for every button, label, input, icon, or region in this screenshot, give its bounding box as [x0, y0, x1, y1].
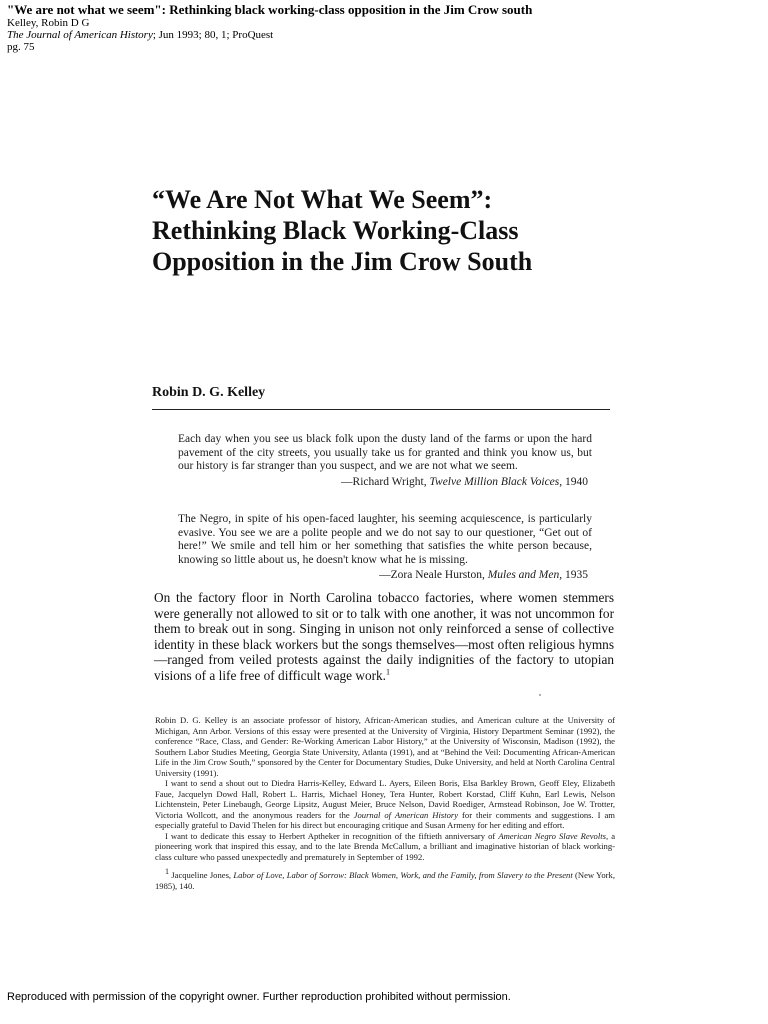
- epigraph-work-title: Twelve Million Black Voices,: [429, 475, 563, 488]
- article-author: Robin D. G. Kelley: [152, 385, 266, 400]
- acknowledgments-journal: Journal of American History: [353, 809, 459, 820]
- footnote-1-author: Jacqueline Jones,: [171, 870, 232, 880]
- citation-page: pg. 75: [7, 41, 35, 53]
- article-title: [152, 184, 632, 277]
- epigraph-attribution: [178, 476, 592, 490]
- article-title-line: Rethinking Black Working-Class: [152, 216, 519, 245]
- citation-title: "We are not what we seem": Rethinking black working-class opposition in the Jim Crow south: [7, 2, 533, 17]
- dedication-work-title: American Negro Slave Revolts,: [498, 830, 609, 841]
- dedication-note: [155, 831, 615, 863]
- epigraph-attribution: [178, 569, 592, 583]
- scan-speck: [539, 694, 541, 696]
- footnote-1-title: Labor of Love, Labor of Sorrow: Black Women, Work, and the Family, from Slavery to the Present: [233, 870, 573, 880]
- dedication-text-end: a pioneering work that inspired this essay, and to the late Brenda McCallum, a brilliant and imaginative historian of black working-class culture who passed unexpectedly and prematurely in September of 1992.: [155, 830, 616, 862]
- author-notes: [155, 715, 615, 891]
- epigraph-attribution-author: —Zora Neale Hurston,: [379, 569, 485, 581]
- citation-journal: The Journal of American History: [7, 29, 153, 41]
- epigraph-year: 1935: [565, 569, 588, 581]
- footnote-1-details: (New York, 1985), 140.: [155, 870, 615, 891]
- footnote-marker: 1: [386, 667, 391, 677]
- article-title-line: Opposition in the Jim Crow South: [152, 247, 533, 276]
- article-title-line: “We Are Not What We Seem”:: [152, 185, 493, 214]
- epigraph-attribution-author: —Richard Wright,: [341, 475, 427, 488]
- dedication-text: I want to dedicate this essay to Herbert Aptheker in recognition of the fiftieth anniversary of: [165, 830, 496, 841]
- epigraph-wright: [178, 433, 592, 489]
- citation-author: Kelley, Robin D G: [7, 17, 90, 29]
- acknowledgments-text: I want to send a shout out to Diedra Harris-Kelley, Edward L. Ayers, Eileen Boris, Elsa Barkley Brown, Geoff Eley, Elizabeth Faue, Jacquelyn Dowd Hall, Robert L. Harris, Michael Honey, Tera Hunter, Robert Korstad, Cliff Kuhn, Earl Lewis, Nelson Lichtenstein, Peter Linebaugh, George Lipsitz, August Meier, Bruce Nelson, David Roediger, Armstead Robinson, Joe W. Trotter, Victoria Wollcott, and the anonymous readers for the: [155, 778, 615, 820]
- citation-header: [7, 2, 532, 53]
- epigraph-hurston: [178, 513, 592, 583]
- citation-journal-line: [7, 29, 532, 41]
- footnote-1: [155, 867, 615, 891]
- body-paragraph: [154, 590, 614, 683]
- acknowledgments-note: [155, 778, 615, 831]
- epigraph-work-title: Mules and Men,: [487, 569, 563, 581]
- citation-details: ; Jun 1993; 80, 1; ProQuest: [152, 29, 274, 41]
- copyright-footer: Reproduced with permission of the copyright owner. Further reproduction prohibited without permission.: [7, 991, 511, 1003]
- footnote-1-mark: 1: [165, 867, 169, 877]
- body-paragraph-text: On the factory floor in North Carolina tobacco factories, where women stemmers were generally not allowed to sit or to talk with one another, it was not uncommon for them to break out in song. Singing in unison not only reinforced a sense of collective identity in these black workers but the songs themselves—most often religious hymns—ranged from veiled protests against the daily indignities of the factory to utopian visions of a life free of difficult wage work.: [154, 590, 614, 683]
- title-divider: [152, 409, 610, 410]
- epigraph-text: The Negro, in spite of his open-faced laughter, his seeming acquiescence, is particularly evasive. You see we are a polite people and we do not say to our questioner, “Get out of here!” We smile and tell him or her something that satisfies the white person because, knowing so little about us, he doesn't know what he is missing.: [178, 513, 592, 566]
- author-bio-note: Robin D. G. Kelley is an associate professor of history, African-American studies, and American culture at the University of Michigan, Ann Arbor. Versions of this essay were presented at the University of Virginia, History Department Seminar (1992), the conference “Race, Class, and Gender: Re-Working American Labor History,” at the University of Wisconsin, Madison (1992), the Southern Labor Studies Meeting, Georgia State University, Atlanta (1991), and at “Behind the Veil: Documenting African-American Life in the Jim Crow South,” sponsored by the Center for Documentary Studies, Duke University, and held at North Carolina Central University (1991).: [155, 715, 615, 778]
- acknowledgments-text-end: for their comments and suggestions. I am especially grateful to David Thelen for his direct but encouraging critique and Susan Armeny for her editing and effort.: [155, 809, 615, 830]
- epigraph-text: Each day when you see us black folk upon the dusty land of the farms or upon the hard pavement of the city streets, you usually take us for granted and think you know us, but our history is far stranger than you suspect, and we are not what we seem.: [178, 433, 592, 472]
- epigraph-year: 1940: [565, 475, 588, 488]
